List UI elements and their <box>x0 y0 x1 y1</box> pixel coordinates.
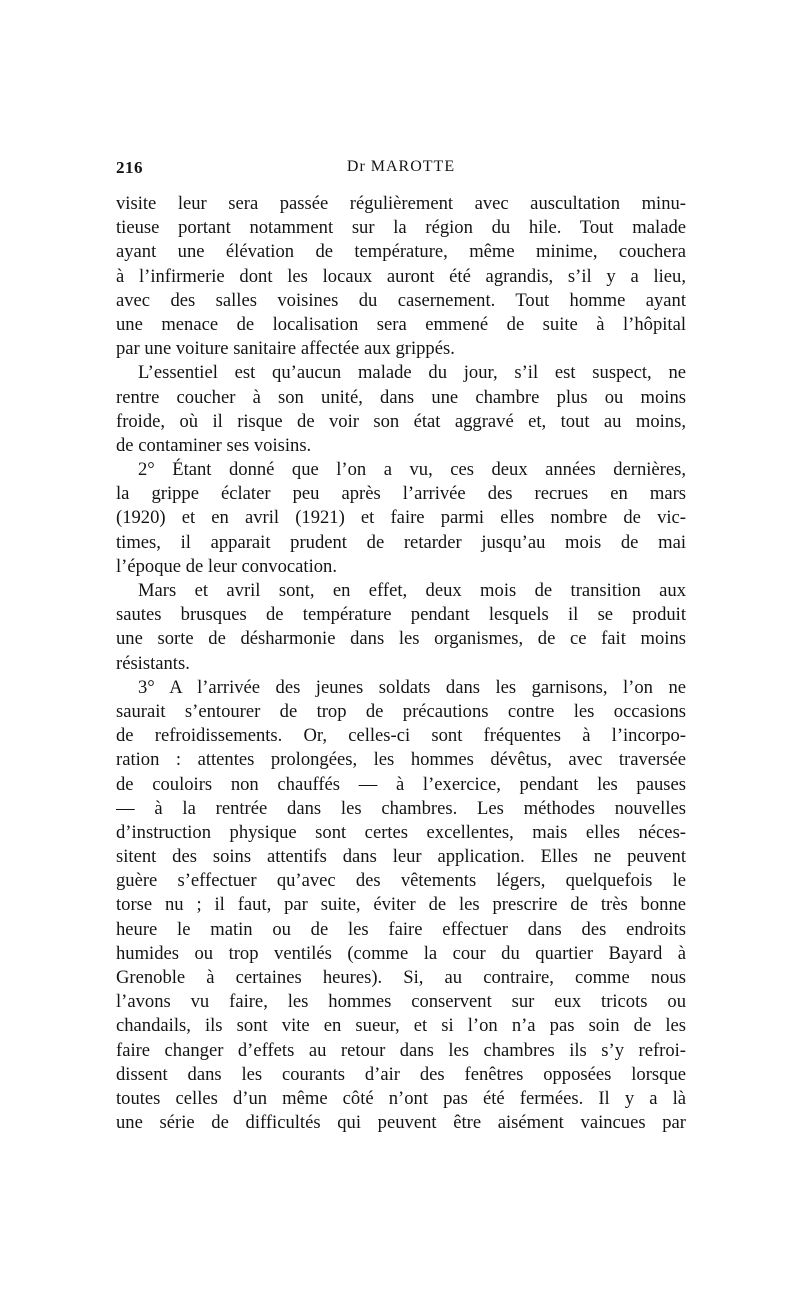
page-number: 216 <box>116 158 143 177</box>
text-line: froide, où il risque de voir son état aggravé et, tout au moins, <box>116 410 686 432</box>
text-line: faire changer d’effets au retour dans les chambres ils s’y refroi- <box>116 1039 686 1061</box>
text-line: Grenoble à certaines heures). Si, au contraire, comme nous <box>116 967 686 988</box>
text-line: de refroidissements. Or, celles-ci sont fréquentes à l’incorpo- <box>116 725 686 747</box>
book-page <box>116 150 686 1135</box>
text-line: (1920) et en avril (1921) et faire parmi elles nombre de vic- <box>116 507 686 529</box>
text-line: saurait s’entourer de trop de précautions contre les occasions <box>116 700 686 722</box>
text-line: à l’infirmerie dont les locaux auront été agrandis, s’il y a lieu, <box>116 265 686 287</box>
text-line: dissent dans les courants d’air des fenêtres opposées lorsque <box>116 1063 686 1085</box>
text-line: visite leur sera passée régulièrement avec auscultation minu- <box>116 193 686 214</box>
text-line: une sorte de désharmonie dans les organismes, de ce fait moins <box>116 628 686 650</box>
text-line: avec des salles voisines du casernement. Tout homme ayant <box>116 289 686 311</box>
text-line: de contaminer ses voisins. <box>116 434 312 456</box>
text-line: l’avons vu faire, les hommes conservent sur eux tricots ou <box>116 991 686 1013</box>
text-line: une menace de localisation sera emmené de suite à l’hôpital <box>116 313 686 335</box>
text-line: heure le matin ou de les faire effectuer dans des endroits <box>116 918 686 940</box>
text-line: torse nu ; il faut, par suite, éviter de les prescrire de très bonne <box>116 894 686 916</box>
text-line: guère s’effectuer qu’avec des vêtements légers, quelquefois le <box>116 870 686 892</box>
text-line: ration : attentes prolongées, les hommes dévêtus, avec traversée <box>116 749 686 771</box>
running-title: Dr MAROTTE <box>346 158 456 175</box>
text-line: tieuse portant notamment sur la région du hile. Tout malade <box>116 217 686 239</box>
text-line: 2° Étant donné que l’on a vu, ces deux années dernières, <box>138 459 686 481</box>
text-line: chandails, ils sont vite en sueur, et si l’on n’a pas soin de les <box>116 1015 686 1037</box>
text-line: d’instruction physique sont certes excellentes, mais elles néces- <box>116 821 686 843</box>
text-line: rentre coucher à son unité, dans une chambre plus ou moins <box>116 386 686 408</box>
text-line: une série de difficultés qui peuvent être aisément vaincues par <box>116 1112 686 1134</box>
text-line: times, il apparait prudent de retarder jusqu’au mois de mai <box>116 531 686 553</box>
text-line: de couloirs non chauffés — à l’exercice, pendant les pauses <box>116 773 686 795</box>
text-line: — à la rentrée dans les chambres. Les méthodes nouvelles <box>116 797 686 819</box>
text-line: toutes celles d’un même côté n’ont pas été fermées. Il y a là <box>116 1087 686 1109</box>
body-text <box>116 192 686 1135</box>
running-header <box>116 150 686 180</box>
text-line: sautes brusques de température pendant lesquels il se produit <box>116 604 686 626</box>
text-line: l’époque de leur convocation. <box>116 555 337 577</box>
text-line: 3° A l’arrivée des jeunes soldats dans les garnisons, l’on ne <box>138 676 686 698</box>
text-line: Mars et avril sont, en effet, deux mois de transition aux <box>138 580 686 601</box>
text-line: sitent des soins attentifs dans leur application. Elles ne peuvent <box>116 846 686 868</box>
text-line: par une voiture sanitaire affectée aux grippés. <box>116 338 455 360</box>
text-line: ayant une élévation de température, même minime, couchera <box>116 241 686 263</box>
text-line: humides ou trop ventilés (comme la cour du quartier Bayard à <box>116 942 686 964</box>
text-line: la grippe éclater peu après l’arrivée des recrues en mars <box>116 483 686 505</box>
text-line: résistants. <box>116 652 190 674</box>
text-line: L’essentiel est qu’aucun malade du jour, s’il est suspect, ne <box>138 362 686 384</box>
